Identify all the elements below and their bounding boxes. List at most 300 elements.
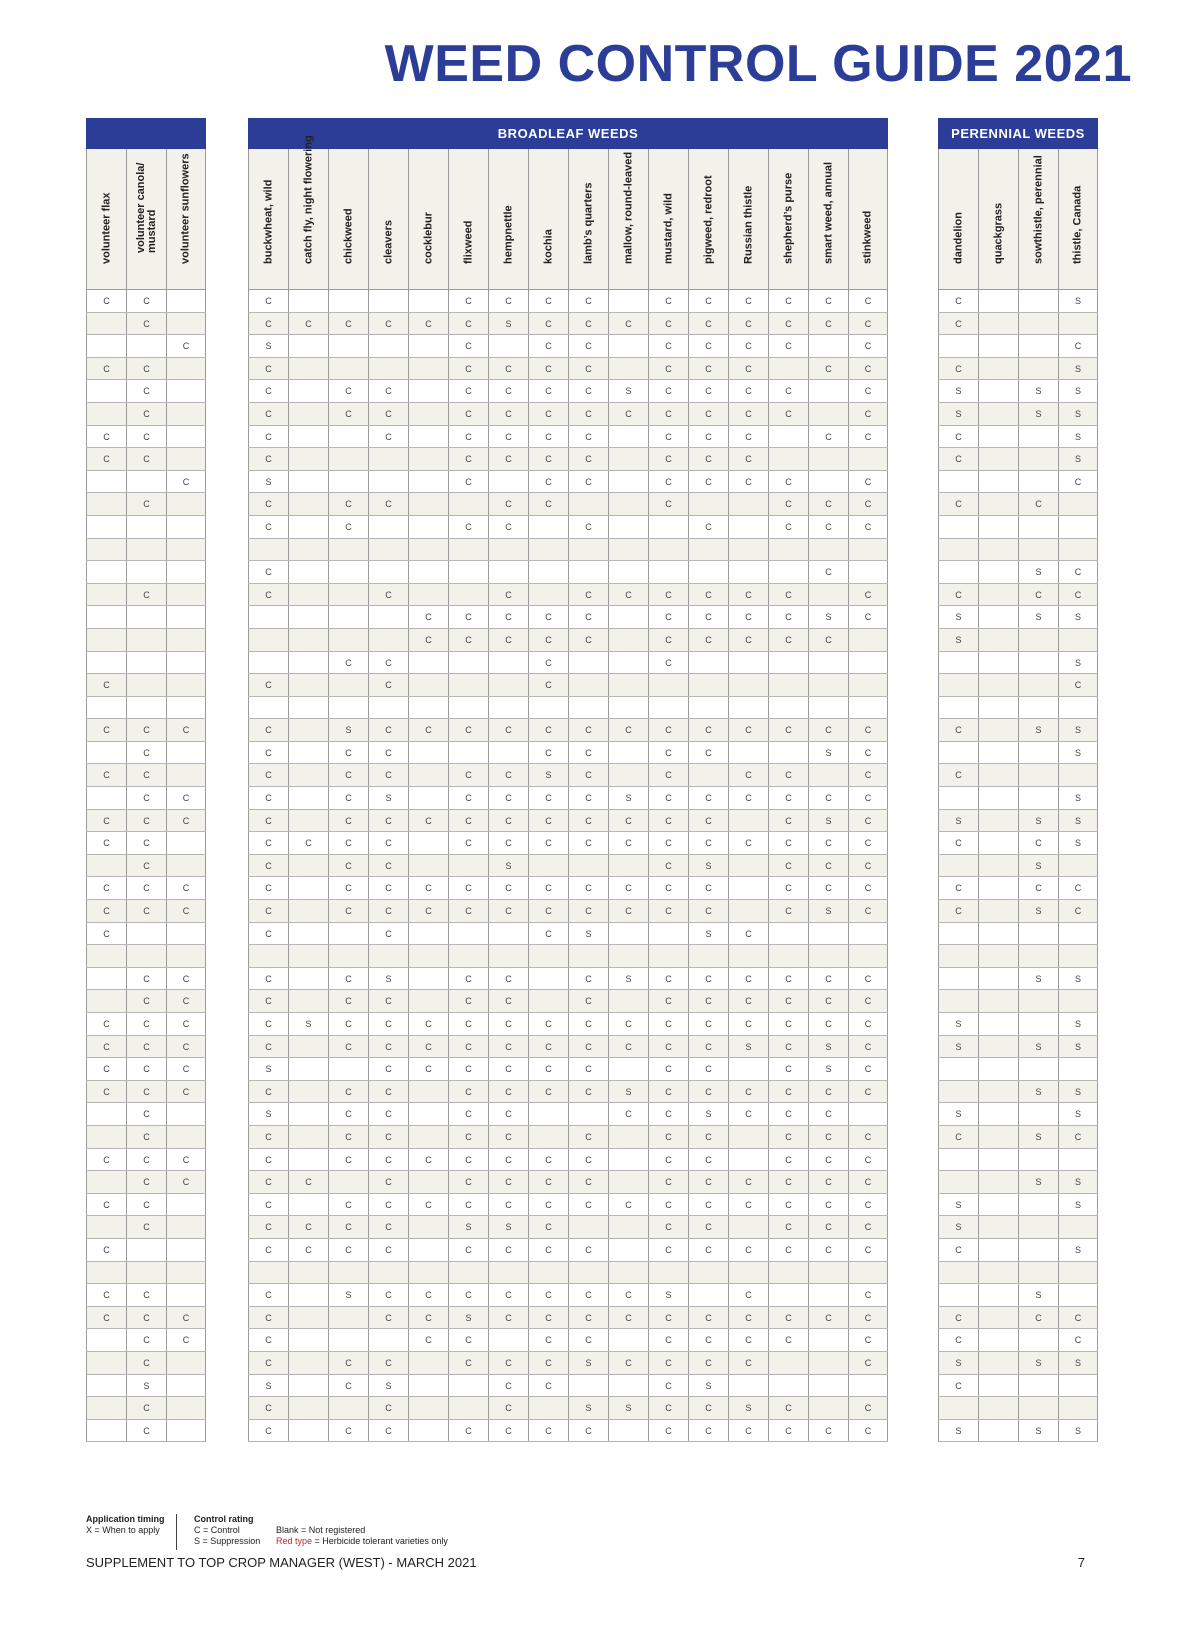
rating-cell: C bbox=[328, 493, 368, 515]
rating-cell bbox=[978, 1420, 1018, 1442]
rating-cell: C bbox=[528, 1239, 568, 1261]
rating-cell: C bbox=[408, 719, 448, 741]
rating-cell: S bbox=[938, 1036, 978, 1058]
rating-cell bbox=[978, 516, 1018, 538]
rating-cell: C bbox=[848, 810, 888, 832]
rating-cell: C bbox=[368, 1216, 408, 1238]
table-row bbox=[248, 1397, 888, 1420]
rating-cell: C bbox=[328, 1352, 368, 1374]
rating-cell: C bbox=[938, 313, 978, 335]
column-header-label: cleavers bbox=[382, 219, 394, 264]
table-row bbox=[248, 561, 888, 584]
rating-cell: C bbox=[568, 1171, 608, 1193]
rating-cell bbox=[408, 380, 448, 402]
rating-cell: C bbox=[488, 1397, 528, 1419]
rating-cell: S bbox=[1058, 652, 1098, 674]
table-row bbox=[86, 471, 206, 494]
rating-cell bbox=[288, 516, 328, 538]
rating-cell bbox=[608, 1149, 648, 1171]
rating-cell: S bbox=[608, 968, 648, 990]
rating-cell bbox=[848, 448, 888, 470]
table-row bbox=[938, 516, 1098, 539]
table-row bbox=[938, 606, 1098, 629]
rating-cell: C bbox=[808, 1194, 848, 1216]
rating-cell: S bbox=[648, 1284, 688, 1306]
rating-cell: C bbox=[448, 1126, 488, 1148]
rating-cell: C bbox=[126, 968, 166, 990]
rating-cell: S bbox=[1018, 900, 1058, 922]
rating-cell: C bbox=[688, 471, 728, 493]
rating-cell bbox=[448, 584, 488, 606]
rating-cell bbox=[288, 561, 328, 583]
rating-cell bbox=[166, 697, 206, 719]
rating-cell: C bbox=[368, 1420, 408, 1442]
rating-cell bbox=[448, 742, 488, 764]
rating-cell: S bbox=[248, 1103, 288, 1125]
rating-cell bbox=[608, 290, 648, 312]
rating-cell: C bbox=[1058, 1126, 1098, 1148]
rating-cell bbox=[408, 652, 448, 674]
rating-cell: C bbox=[86, 923, 126, 945]
rating-cell: C bbox=[568, 380, 608, 402]
rating-cell: C bbox=[248, 1171, 288, 1193]
rating-cell: C bbox=[568, 1149, 608, 1171]
rating-cell bbox=[368, 539, 408, 561]
rating-cell: C bbox=[248, 900, 288, 922]
column-header-label: lamb’s quarters bbox=[582, 182, 594, 264]
table-row bbox=[938, 968, 1098, 991]
perennial-header: PERENNIAL WEEDS bbox=[938, 118, 1098, 149]
rating-cell bbox=[166, 606, 206, 628]
rating-cell: S bbox=[1058, 1352, 1098, 1374]
table-row bbox=[938, 1149, 1098, 1172]
table-row bbox=[938, 923, 1098, 946]
rating-cell bbox=[648, 945, 688, 967]
rating-cell: C bbox=[126, 877, 166, 899]
rating-cell: C bbox=[248, 1307, 288, 1329]
rating-cell bbox=[368, 516, 408, 538]
rating-cell: C bbox=[368, 1397, 408, 1419]
rating-cell: S bbox=[1058, 968, 1098, 990]
rating-cell: C bbox=[368, 1171, 408, 1193]
rating-cell: C bbox=[248, 1013, 288, 1035]
rating-cell: C bbox=[166, 1036, 206, 1058]
rating-cell bbox=[248, 606, 288, 628]
rating-cell: C bbox=[768, 1058, 808, 1080]
rating-cell bbox=[848, 652, 888, 674]
rating-cell bbox=[938, 990, 978, 1012]
rating-cell bbox=[288, 1194, 328, 1216]
column-header-label: kochia bbox=[542, 229, 554, 264]
rating-cell: C bbox=[688, 968, 728, 990]
rating-cell: C bbox=[938, 290, 978, 312]
rating-cell: C bbox=[688, 1013, 728, 1035]
rating-cell: C bbox=[126, 719, 166, 741]
rating-cell bbox=[408, 584, 448, 606]
rating-cell bbox=[938, 1081, 978, 1103]
rating-cell bbox=[1058, 1375, 1098, 1397]
table-row bbox=[938, 629, 1098, 652]
rating-cell bbox=[86, 1397, 126, 1419]
table-row bbox=[86, 516, 206, 539]
rating-cell: C bbox=[248, 1352, 288, 1374]
rating-cell: C bbox=[938, 493, 978, 515]
rating-cell bbox=[608, 539, 648, 561]
table-row bbox=[938, 1262, 1098, 1285]
table-row bbox=[248, 539, 888, 562]
rating-cell bbox=[568, 539, 608, 561]
rating-cell bbox=[1018, 674, 1058, 696]
rating-cell bbox=[608, 674, 648, 696]
rating-cell bbox=[1018, 1013, 1058, 1035]
rating-cell: C bbox=[448, 787, 488, 809]
rating-cell: S bbox=[248, 1375, 288, 1397]
rating-cell bbox=[288, 764, 328, 786]
rating-cell: C bbox=[528, 335, 568, 357]
column-header-lamb-s-quarters bbox=[568, 149, 608, 289]
rating-cell: C bbox=[408, 877, 448, 899]
rating-cell bbox=[528, 1397, 568, 1419]
rating-cell: C bbox=[288, 1171, 328, 1193]
rating-cell: C bbox=[86, 1013, 126, 1035]
rating-cell: C bbox=[808, 719, 848, 741]
rating-cell bbox=[528, 516, 568, 538]
rating-cell: C bbox=[368, 719, 408, 741]
rating-cell: C bbox=[248, 787, 288, 809]
rating-cell bbox=[978, 1081, 1018, 1103]
rating-cell: C bbox=[126, 313, 166, 335]
rating-cell bbox=[328, 1397, 368, 1419]
rating-cell: C bbox=[688, 380, 728, 402]
table-row bbox=[248, 1194, 888, 1217]
rating-cell: S bbox=[1018, 1420, 1058, 1442]
rating-cell: C bbox=[248, 448, 288, 470]
rating-cell: S bbox=[728, 1397, 768, 1419]
rating-cell: C bbox=[1058, 877, 1098, 899]
table-row bbox=[248, 1171, 888, 1194]
rating-cell: C bbox=[408, 606, 448, 628]
rating-cell: C bbox=[648, 1397, 688, 1419]
rating-cell bbox=[408, 1239, 448, 1261]
rating-cell: C bbox=[488, 516, 528, 538]
rating-cell: C bbox=[848, 426, 888, 448]
rating-cell: C bbox=[648, 1239, 688, 1261]
rating-cell: C bbox=[648, 1036, 688, 1058]
rating-cell: C bbox=[488, 1420, 528, 1442]
rating-cell: C bbox=[368, 380, 408, 402]
rating-cell: C bbox=[448, 764, 488, 786]
rating-cell bbox=[126, 1239, 166, 1261]
table-row bbox=[86, 697, 206, 720]
rating-cell: C bbox=[126, 1058, 166, 1080]
rating-cell bbox=[408, 1420, 448, 1442]
rating-cell: C bbox=[768, 900, 808, 922]
rating-cell bbox=[288, 1103, 328, 1125]
table-row bbox=[938, 1375, 1098, 1398]
rating-cell: C bbox=[488, 1036, 528, 1058]
rating-cell bbox=[166, 448, 206, 470]
rating-cell: C bbox=[248, 810, 288, 832]
rating-cell bbox=[166, 742, 206, 764]
table-row bbox=[86, 539, 206, 562]
rating-cell bbox=[978, 877, 1018, 899]
rating-cell bbox=[608, 471, 648, 493]
rating-cell bbox=[1018, 448, 1058, 470]
rating-cell bbox=[568, 1216, 608, 1238]
rating-cell: C bbox=[648, 358, 688, 380]
rating-cell: C bbox=[808, 426, 848, 448]
rating-cell: C bbox=[368, 493, 408, 515]
rating-cell bbox=[938, 561, 978, 583]
table-row bbox=[938, 1216, 1098, 1239]
rating-cell bbox=[86, 335, 126, 357]
rating-cell: C bbox=[848, 335, 888, 357]
rating-cell bbox=[86, 1420, 126, 1442]
rating-cell bbox=[86, 968, 126, 990]
rating-cell: C bbox=[448, 313, 488, 335]
rating-cell bbox=[978, 1352, 1018, 1374]
rating-cell: C bbox=[768, 787, 808, 809]
rating-cell: C bbox=[488, 1239, 528, 1261]
rating-cell: C bbox=[768, 290, 808, 312]
rating-cell: S bbox=[448, 1216, 488, 1238]
rating-cell bbox=[808, 1397, 848, 1419]
rating-cell: C bbox=[568, 471, 608, 493]
rating-cell bbox=[728, 855, 768, 877]
rating-cell: S bbox=[808, 1036, 848, 1058]
rating-cell: C bbox=[648, 652, 688, 674]
rating-cell: C bbox=[166, 1013, 206, 1035]
rating-cell bbox=[608, 516, 648, 538]
table-row bbox=[938, 1397, 1098, 1420]
rating-cell: C bbox=[328, 855, 368, 877]
column-header-label: shepherd’s purse bbox=[782, 172, 794, 264]
rating-cell: C bbox=[1058, 1307, 1098, 1329]
rating-cell: C bbox=[648, 719, 688, 741]
column-header-label: volunteer sunflowers bbox=[179, 153, 192, 264]
rating-cell bbox=[488, 1329, 528, 1351]
rating-cell bbox=[978, 561, 1018, 583]
rating-cell bbox=[808, 1375, 848, 1397]
rating-cell: S bbox=[938, 1352, 978, 1374]
legend-divider bbox=[176, 1514, 177, 1550]
rating-cell bbox=[768, 561, 808, 583]
rating-cell: C bbox=[848, 1307, 888, 1329]
rating-cell bbox=[328, 471, 368, 493]
rating-cell: C bbox=[648, 1171, 688, 1193]
rating-cell bbox=[328, 697, 368, 719]
rating-cell bbox=[166, 1194, 206, 1216]
rating-cell bbox=[1058, 539, 1098, 561]
rating-cell bbox=[166, 539, 206, 561]
table-row bbox=[86, 945, 206, 968]
rating-cell bbox=[568, 1262, 608, 1284]
rating-cell: C bbox=[166, 719, 206, 741]
rating-cell bbox=[248, 539, 288, 561]
rating-cell bbox=[368, 1262, 408, 1284]
rating-cell: C bbox=[488, 584, 528, 606]
rating-cell bbox=[1018, 1397, 1058, 1419]
rating-cell bbox=[768, 358, 808, 380]
rating-cell: C bbox=[166, 810, 206, 832]
rating-cell: C bbox=[768, 1126, 808, 1148]
rating-cell bbox=[86, 539, 126, 561]
rating-cell: C bbox=[768, 1307, 808, 1329]
rating-cell bbox=[368, 335, 408, 357]
rating-cell bbox=[938, 1058, 978, 1080]
table-row bbox=[86, 1194, 206, 1217]
table-row bbox=[86, 764, 206, 787]
column-header-label: Russian thistle bbox=[742, 185, 754, 264]
rating-cell bbox=[368, 471, 408, 493]
rating-cell: C bbox=[248, 426, 288, 448]
rating-cell: C bbox=[568, 335, 608, 357]
rating-cell bbox=[728, 810, 768, 832]
rating-cell bbox=[938, 1284, 978, 1306]
table-row bbox=[938, 471, 1098, 494]
rating-cell: C bbox=[408, 810, 448, 832]
rating-cell: C bbox=[728, 923, 768, 945]
legend-blank-note: Blank = Not registered bbox=[276, 1525, 366, 1535]
rating-cell: C bbox=[448, 629, 488, 651]
rating-cell bbox=[248, 629, 288, 651]
rating-cell: C bbox=[488, 1171, 528, 1193]
rating-cell: C bbox=[448, 719, 488, 741]
rating-cell: C bbox=[448, 1081, 488, 1103]
rating-cell bbox=[808, 335, 848, 357]
rating-cell: C bbox=[126, 1284, 166, 1306]
rating-cell: C bbox=[608, 584, 648, 606]
rating-cell: C bbox=[86, 1058, 126, 1080]
table-row bbox=[248, 1307, 888, 1330]
rating-cell: C bbox=[568, 516, 608, 538]
rating-cell bbox=[608, 335, 648, 357]
rating-cell: C bbox=[488, 968, 528, 990]
table-row bbox=[248, 764, 888, 787]
rating-cell bbox=[166, 1216, 206, 1238]
rating-cell: C bbox=[528, 923, 568, 945]
table-row bbox=[938, 358, 1098, 381]
rating-cell bbox=[528, 561, 568, 583]
rating-cell: C bbox=[688, 516, 728, 538]
rating-cell: C bbox=[848, 1329, 888, 1351]
rating-cell bbox=[488, 539, 528, 561]
rating-cell: C bbox=[728, 380, 768, 402]
rating-cell: C bbox=[728, 358, 768, 380]
rating-cell bbox=[288, 629, 328, 651]
rating-cell: C bbox=[368, 1081, 408, 1103]
rating-cell: C bbox=[688, 1126, 728, 1148]
rating-cell: S bbox=[1018, 606, 1058, 628]
rating-cell: C bbox=[728, 990, 768, 1012]
rating-cell: C bbox=[648, 426, 688, 448]
rating-cell bbox=[1018, 290, 1058, 312]
rating-cell: C bbox=[328, 1036, 368, 1058]
rating-cell bbox=[408, 674, 448, 696]
rating-cell: C bbox=[488, 1126, 528, 1148]
rating-cell bbox=[728, 1149, 768, 1171]
rating-cell: C bbox=[688, 448, 728, 470]
rating-cell bbox=[528, 1103, 568, 1125]
rating-cell: C bbox=[368, 923, 408, 945]
table-row bbox=[938, 448, 1098, 471]
rating-cell: S bbox=[1058, 606, 1098, 628]
rating-cell bbox=[528, 855, 568, 877]
rating-cell bbox=[768, 1262, 808, 1284]
rating-cell bbox=[978, 1149, 1018, 1171]
rating-cell bbox=[978, 923, 1018, 945]
rating-cell: S bbox=[1058, 787, 1098, 809]
rating-cell: C bbox=[248, 674, 288, 696]
rating-cell: S bbox=[448, 1307, 488, 1329]
rating-cell bbox=[768, 945, 808, 967]
rating-cell bbox=[126, 561, 166, 583]
rating-cell: C bbox=[328, 1126, 368, 1148]
rating-cell: S bbox=[1058, 832, 1098, 854]
rating-cell: C bbox=[448, 832, 488, 854]
rating-cell bbox=[1018, 1058, 1058, 1080]
rating-cell: C bbox=[688, 742, 728, 764]
rating-cell: C bbox=[648, 990, 688, 1012]
rating-cell bbox=[408, 1262, 448, 1284]
rating-cell: C bbox=[528, 1081, 568, 1103]
rating-cell: C bbox=[166, 1307, 206, 1329]
rating-cell bbox=[978, 1397, 1018, 1419]
rating-cell bbox=[86, 493, 126, 515]
rating-cell: C bbox=[728, 968, 768, 990]
rating-cell: C bbox=[688, 1036, 728, 1058]
table-row bbox=[86, 1239, 206, 1262]
rating-cell: C bbox=[248, 403, 288, 425]
rating-cell bbox=[978, 629, 1018, 651]
rating-cell bbox=[808, 674, 848, 696]
rating-cell: C bbox=[648, 471, 688, 493]
rating-cell bbox=[978, 674, 1018, 696]
rating-cell bbox=[978, 787, 1018, 809]
rating-cell bbox=[648, 539, 688, 561]
rating-cell: C bbox=[328, 900, 368, 922]
rating-cell bbox=[568, 945, 608, 967]
rating-cell bbox=[978, 968, 1018, 990]
rating-cell bbox=[408, 358, 448, 380]
rating-cell: C bbox=[768, 1171, 808, 1193]
table-row bbox=[248, 403, 888, 426]
rating-cell bbox=[768, 539, 808, 561]
table-row bbox=[248, 719, 888, 742]
rating-cell bbox=[448, 923, 488, 945]
rating-cell: C bbox=[248, 1284, 288, 1306]
rating-cell: S bbox=[1058, 1036, 1098, 1058]
rating-cell: C bbox=[728, 335, 768, 357]
rating-cell: S bbox=[328, 719, 368, 741]
rating-cell: C bbox=[248, 290, 288, 312]
rating-cell bbox=[448, 561, 488, 583]
rating-cell: C bbox=[688, 1081, 728, 1103]
rating-cell: C bbox=[368, 1194, 408, 1216]
table-row bbox=[248, 1103, 888, 1126]
rating-cell bbox=[288, 1329, 328, 1351]
rating-cell: S bbox=[248, 471, 288, 493]
rating-cell: C bbox=[1058, 335, 1098, 357]
rating-cell bbox=[288, 1081, 328, 1103]
rating-cell: C bbox=[1018, 493, 1058, 515]
rating-cell bbox=[1018, 471, 1058, 493]
rating-cell bbox=[768, 923, 808, 945]
rating-cell: C bbox=[448, 1036, 488, 1058]
rating-cell: S bbox=[938, 1194, 978, 1216]
rating-cell bbox=[808, 1329, 848, 1351]
rating-cell: C bbox=[808, 561, 848, 583]
